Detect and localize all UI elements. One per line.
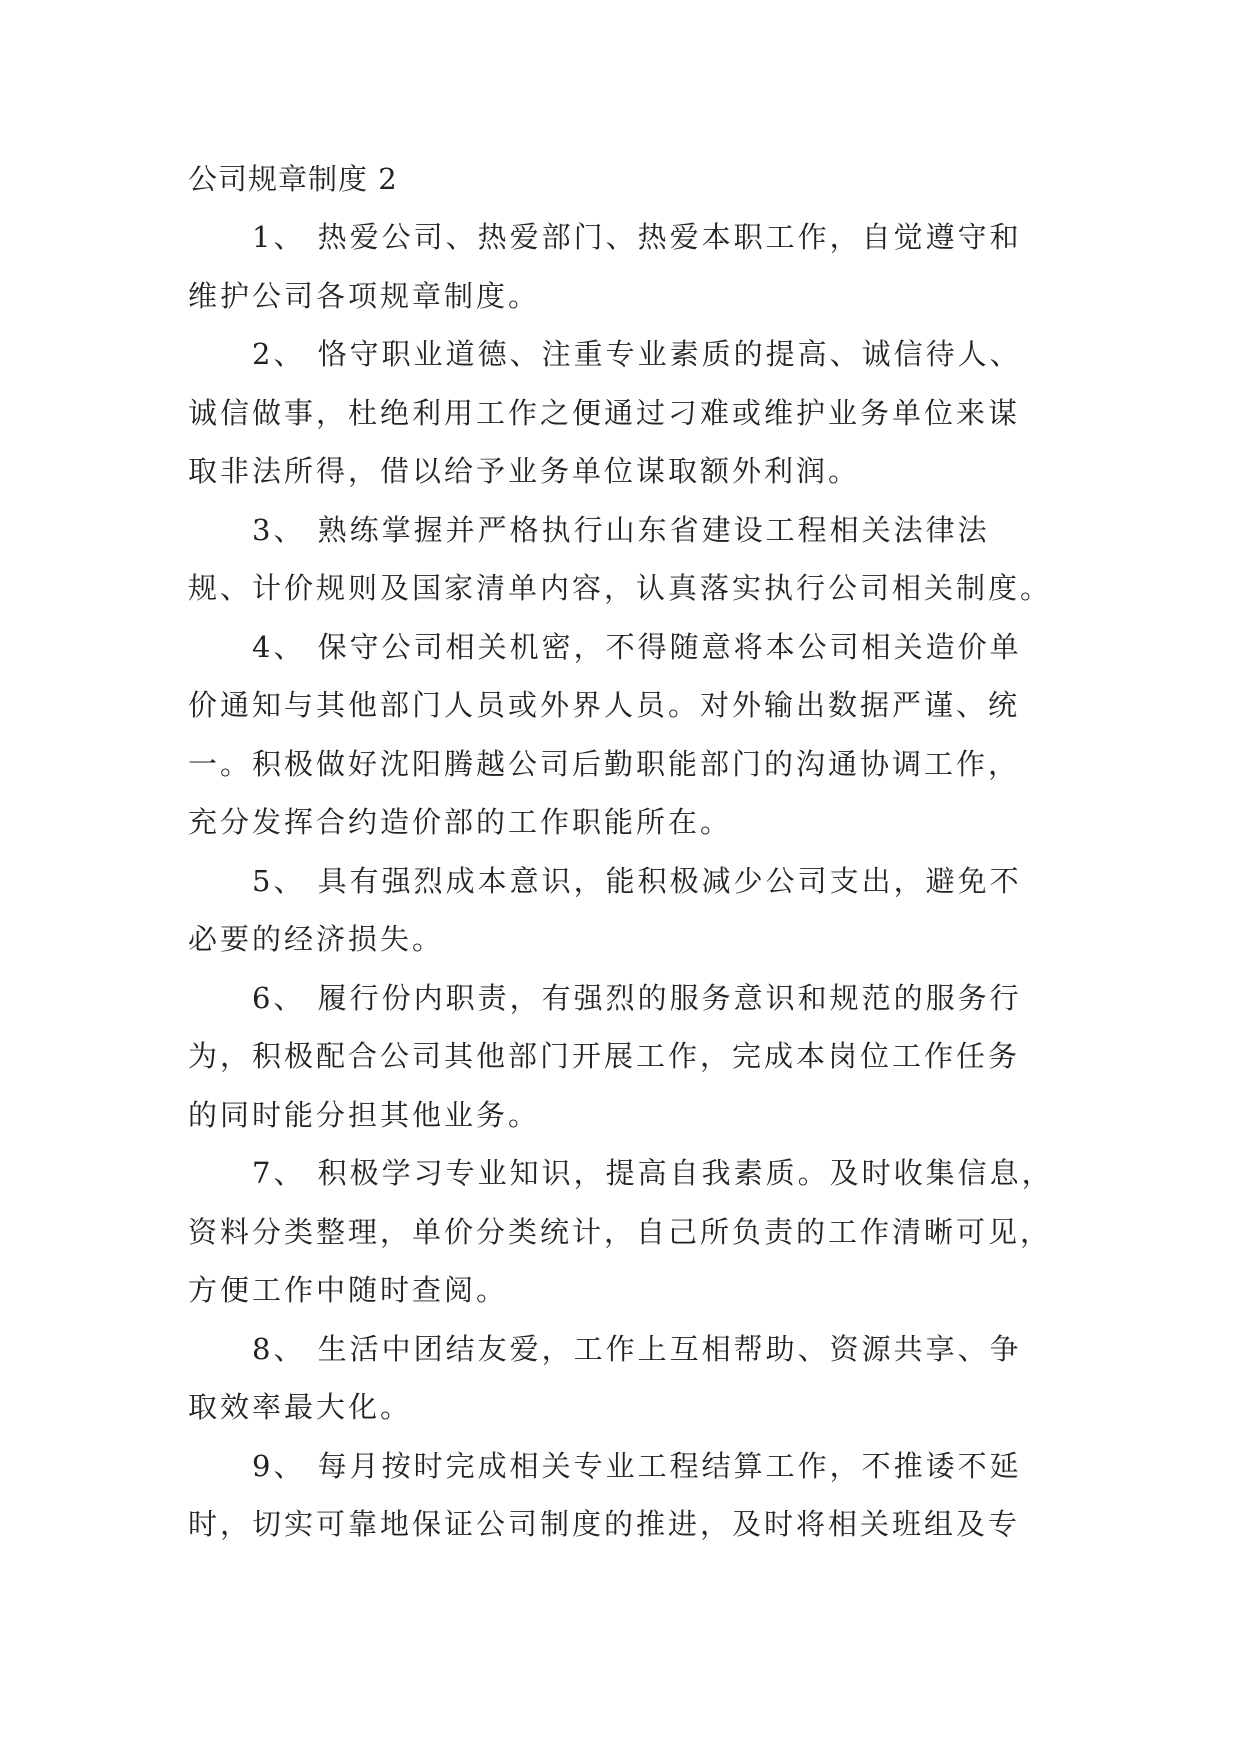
rule-number: 1、 [252, 220, 306, 254]
document-page [188, 150, 1054, 1554]
rule-text: 方便工作中随时查阅。 [188, 1273, 509, 1307]
rule-text: 充分发挥合约造价部的工作职能所在。 [188, 805, 733, 839]
rule-text: 具有强烈成本意识，能积极减少公司支出，避免不 [317, 863, 1022, 898]
rule-paragraph [188, 208, 1048, 325]
rule-text: 履行份内职责，有强烈的服务意识和规范的服务行 [317, 980, 1022, 1015]
rule-line [188, 501, 1048, 560]
rule-paragraph [188, 969, 1048, 1145]
rule-line [188, 735, 1048, 794]
rule-paragraph [188, 501, 1053, 618]
rule-text: 保守公司相关机密，不得随意将本公司相关造价单 [317, 629, 1022, 664]
rule-line [188, 1378, 1048, 1437]
rule-paragraph [188, 618, 1048, 852]
rule-text: 规、计价规则及国家清单内容，认真落实执行公司相关制度。 [188, 571, 1053, 605]
rule-text: 每月按时完成相关专业工程结算工作，不推诿不延 [317, 1448, 1022, 1483]
rule-line [188, 793, 1048, 852]
rule-line [188, 384, 1048, 443]
rule-text: 生活中团结友爱，工作上互相帮助、资源共享、争 [317, 1331, 1022, 1366]
rule-text: 必要的经济损失。 [188, 922, 445, 956]
rule-paragraph [188, 852, 1048, 969]
rule-line [188, 969, 1048, 1028]
rule-number: 5、 [252, 863, 306, 898]
rule-line [188, 1437, 1048, 1496]
rule-text: 一。积极做好沈阳腾越公司后勤职能部门的沟通协调工作， [188, 746, 1021, 781]
rule-line [188, 618, 1048, 677]
rule-text: 取效率最大化。 [188, 1390, 413, 1424]
rule-line [188, 1203, 1053, 1262]
rule-text: 诚信做事，杜绝利用工作之便通过刁难或维护业务单位来谋 [188, 395, 1021, 430]
rule-text: 为，积极配合公司其他部门开展工作，完成本岗位工作任务 [188, 1039, 1021, 1073]
rule-line [188, 910, 1048, 969]
rule-text: 时，切实可靠地保证公司制度的推进，及时将相关班组及专 [188, 1507, 1021, 1541]
rule-text: 价通知与其他部门人员或外界人员。对外输出数据严谨、统 [188, 688, 1021, 722]
rule-text: 热爱公司、热爱部门、热爱本职工作，自觉遵守和 [317, 220, 1022, 254]
rule-line [188, 267, 1048, 326]
rule-text: 积极学习专业知识，提高自我素质。及时收集信息， [317, 1156, 1054, 1190]
rule-line [188, 676, 1048, 735]
rule-text: 的同时能分担其他业务。 [188, 1097, 541, 1132]
rule-text: 恪守职业道德、注重专业素质的提高、诚信待人、 [317, 337, 1022, 371]
rule-number: 4、 [252, 629, 306, 664]
rule-line [188, 1144, 1054, 1203]
rule-paragraph [188, 1437, 1048, 1554]
rule-number: 9、 [252, 1448, 306, 1483]
rule-line [188, 442, 1048, 501]
rule-text: 维护公司各项规章制度。 [188, 278, 541, 313]
document-title: 公司规章制度 2 [188, 162, 398, 196]
rule-text: 资料分类整理，单价分类统计，自己所负责的工作清晰可见， [188, 1214, 1053, 1249]
rule-line [188, 1086, 1048, 1145]
rule-number: 3、 [252, 512, 306, 547]
rule-line [188, 1495, 1048, 1554]
rule-line [188, 852, 1048, 911]
rule-number: 8、 [252, 1331, 306, 1366]
rule-number: 6、 [252, 980, 306, 1015]
rules-list [188, 208, 1054, 1554]
rule-paragraph [188, 1144, 1054, 1320]
rule-number: 2、 [252, 337, 306, 371]
rule-paragraph [188, 325, 1048, 501]
rule-paragraph [188, 1320, 1048, 1437]
rule-line [188, 1027, 1048, 1086]
rule-number: 7、 [252, 1156, 306, 1190]
rule-text: 取非法所得，借以给予业务单位谋取额外利润。 [188, 454, 861, 488]
rule-line [188, 325, 1048, 384]
rule-line [188, 208, 1048, 267]
rule-line [188, 559, 1053, 618]
rule-text: 熟练掌握并严格执行山东省建设工程相关法律法 [317, 512, 990, 547]
rule-line [188, 1261, 1048, 1320]
rule-line [188, 1320, 1048, 1379]
